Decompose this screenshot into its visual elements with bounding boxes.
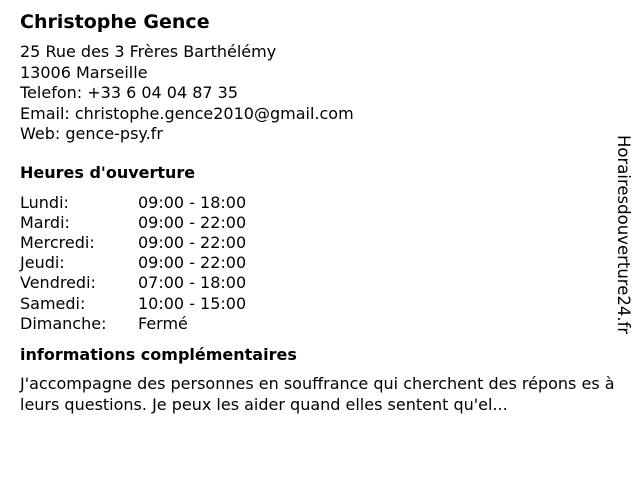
business-card bbox=[20, 0, 620, 415]
day-label: Vendredi: bbox=[20, 273, 96, 293]
business-name: Christophe Gence bbox=[20, 11, 210, 33]
hours-row-lundi bbox=[20, 193, 620, 213]
contact-block bbox=[20, 42, 620, 145]
watermark-text: Horairesdouverture24.fr bbox=[614, 135, 633, 335]
info-description: J'accompagne des personnes en souffrance qui cherchent des répons es à leurs questions. Je peux les aider quand elles sentent qu'el... bbox=[20, 373, 615, 414]
day-label: Lundi: bbox=[20, 192, 69, 212]
day-hours: 09:00 - 18:00 bbox=[138, 192, 247, 212]
hours-table bbox=[20, 193, 620, 334]
hours-heading: Heures d'ouverture bbox=[20, 162, 196, 182]
hours-row-mardi bbox=[20, 213, 620, 233]
day-label: Jeudi: bbox=[20, 253, 65, 273]
day-hours: 09:00 - 22:00 bbox=[138, 253, 247, 273]
day-hours: 10:00 - 15:00 bbox=[138, 293, 247, 313]
hours-row-dimanche bbox=[20, 314, 620, 334]
email-line: Email: christophe.gence2010@gmail.com bbox=[20, 103, 354, 123]
hours-row-jeudi bbox=[20, 253, 620, 273]
day-label: Samedi: bbox=[20, 293, 86, 313]
hours-row-mercredi bbox=[20, 233, 620, 253]
phone-line: Telefon: +33 6 04 04 87 35 bbox=[20, 83, 239, 102]
info-heading: informations complémentaires bbox=[20, 344, 297, 364]
day-label: Dimanche: bbox=[20, 313, 107, 333]
watermark bbox=[613, 135, 633, 350]
address-street: 25 Rue des 3 Frères Barthélémy bbox=[20, 42, 277, 61]
day-hours: 09:00 - 22:00 bbox=[138, 212, 247, 232]
hours-row-vendredi bbox=[20, 273, 620, 293]
web-line: Web: gence-psy.fr bbox=[20, 124, 163, 143]
day-hours: 09:00 - 22:00 bbox=[138, 232, 247, 252]
day-hours: 07:00 - 18:00 bbox=[138, 273, 247, 293]
address-city: 13006 Marseille bbox=[20, 62, 148, 82]
day-label: Mercredi: bbox=[20, 232, 95, 252]
day-hours: Fermé bbox=[138, 313, 188, 333]
day-label: Mardi: bbox=[20, 212, 70, 232]
hours-row-samedi bbox=[20, 294, 620, 314]
